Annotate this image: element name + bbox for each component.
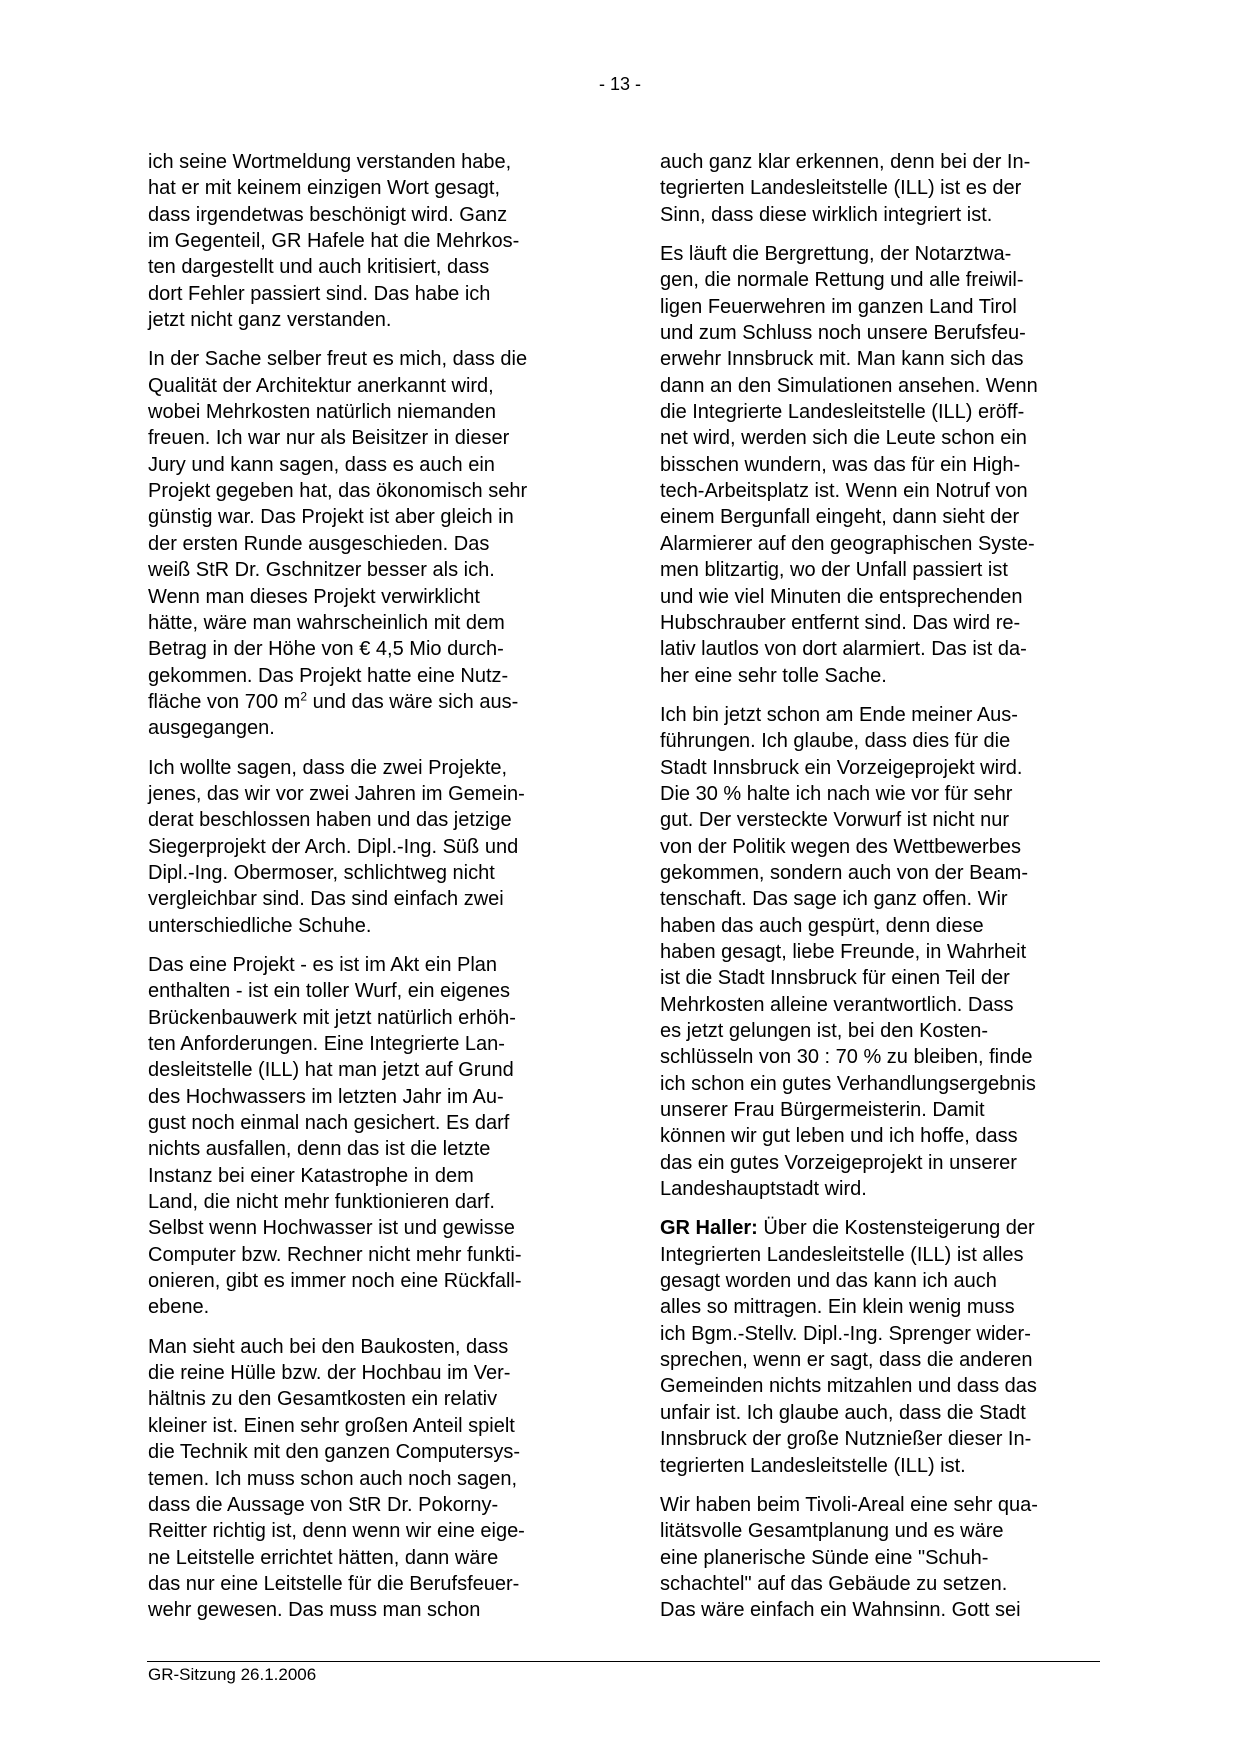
text-line: die reine Hülle bzw. der Hochbau im Ver-: [148, 1362, 511, 1385]
text-line: dass irgendetwas beschönigt wird. Ganz: [148, 203, 508, 226]
text-line: ich schon ein gutes Verhandlungsergebnis: [660, 1072, 1036, 1095]
text-line: sprechen, wenn er sagt, dass die anderen: [660, 1349, 1033, 1372]
text-line: Wenn man dieses Projekt verwirklicht: [148, 585, 480, 608]
text-line: ich seine Wortmeldung verstanden habe,: [148, 151, 512, 173]
text-line: ten dargestellt und auch kritisiert, dass: [148, 256, 490, 279]
text-line: erwehr Innsbruck mit. Man kann sich das: [660, 348, 1024, 371]
text-line: und wie viel Minuten die entsprechenden: [660, 585, 1023, 608]
text-line: desleitstelle (ILL) hat man jetzt auf Grund: [148, 1059, 514, 1082]
paragraph: [148, 346, 589, 741]
text-line: Ich bin jetzt schon am Ende meiner Aus-: [660, 703, 1018, 726]
text-line: Reitter richtig ist, denn wenn wir eine eige-: [148, 1520, 525, 1543]
text-line: net wird, werden sich die Leute schon ein: [660, 427, 1027, 450]
text-line: Ich wollte sagen, dass die zwei Projekte,: [148, 756, 508, 779]
text-line: lativ lautlos von dort alarmiert. Das ist da-: [660, 638, 1027, 661]
text-line: hat er mit keinem einzigen Wort gesagt,: [148, 177, 501, 200]
text-fragment: Über die Kostensteigerung der: [757, 1217, 1035, 1240]
text-line: Gemeinden nichts mitzahlen und dass das: [660, 1375, 1037, 1398]
right-column: [660, 149, 1101, 1637]
text-line: Siegerprojekt der Arch. Dipl.-Ing. Süß und: [148, 835, 519, 858]
paragraph: [660, 1492, 1101, 1624]
text-line: Innsbruck der große Nutznießer dieser In-: [660, 1428, 1032, 1451]
text-line: gesagt worden und das kann ich auch: [660, 1270, 997, 1293]
paragraph: [148, 755, 589, 939]
text-line: Brückenbauwerk mit jetzt natürlich erhöh-: [148, 1006, 516, 1029]
footer-text: GR-Sitzung 26.1.2006: [148, 1665, 317, 1684]
left-column: [148, 149, 589, 1637]
text-line: freuen. Ich war nur als Beisitzer in dieser: [148, 427, 510, 450]
text-line: ten Anforderungen. Eine Integrierte Lan-: [148, 1033, 505, 1055]
text-line: gekommen. Das Projekt hatte eine Nutz-: [148, 664, 509, 687]
text-line: gut. Der versteckte Vorwurf ist nicht nur: [660, 809, 1010, 832]
text-line: her eine sehr tolle Sache.: [660, 664, 887, 687]
text-line: Integrierten Landesleitstelle (ILL) ist alles: [660, 1243, 1024, 1266]
footer-divider: [147, 1661, 1100, 1662]
text-line: tegrierten Landesleitstelle (ILL) ist.: [660, 1454, 966, 1477]
text-line: führungen. Ich glaube, dass dies für die: [660, 730, 1011, 753]
text-line: tenschaft. Das sage ich ganz offen. Wir: [660, 888, 1008, 911]
text-line: derat beschlossen haben und das jetzige: [148, 809, 512, 832]
text-line: litätsvolle Gesamtplanung und es wäre: [660, 1520, 1004, 1543]
paragraph: [660, 702, 1101, 1203]
text-line: Instanz bei einer Katastrophe in dem: [148, 1164, 474, 1187]
text-line: das ein gutes Vorzeigeprojekt in unserer: [660, 1151, 1017, 1174]
text-line: onieren, gibt es immer noch eine Rückfall-: [148, 1270, 522, 1293]
text-line: Das eine Projekt - es ist im Akt ein Plan: [148, 953, 498, 976]
paragraph: [148, 1334, 589, 1624]
text-line: Das wäre einfach ein Wahnsinn. Gott sei: [660, 1599, 1021, 1622]
text-line: schlüsseln von 30 : 70 % zu bleiben, finde: [660, 1046, 1033, 1069]
text-line: gekommen, sondern auch von der Beam-: [660, 861, 1028, 884]
text-line: günstig war. Das Projekt ist aber gleich in: [148, 506, 514, 529]
text-line: In der Sache selber freut es mich, dass die: [148, 348, 528, 371]
text-line: Hubschrauber entfernt sind. Das wird re-: [660, 611, 1021, 634]
text-line: Die 30 % halte ich nach wie vor für sehr: [660, 782, 1013, 805]
text-line: von der Politik wegen des Wettbewerbes: [660, 835, 1021, 858]
text-line: dann an den Simulationen ansehen. Wenn: [660, 374, 1038, 397]
text-line: einem Bergunfall eingeht, dann sieht der: [660, 506, 1020, 529]
superscript: 2: [300, 689, 308, 704]
text-line: Sinn, dass diese wirklich integriert ist.: [660, 203, 993, 226]
text-line: weiß StR Dr. Gschnitzer besser als ich.: [148, 559, 495, 582]
text-line: hältnis zu den Gesamtkosten ein relativ: [148, 1388, 498, 1411]
text-line: kleiner ist. Einen sehr großen Anteil spielt: [148, 1414, 515, 1437]
text-line-with-speaker: [660, 1215, 1101, 1241]
text-line: Dipl.-Ing. Obermoser, schlichtweg nicht: [148, 861, 495, 884]
text-line: alles so mittragen. Ein klein wenig muss: [660, 1296, 1015, 1319]
text-line: der ersten Runde ausgeschieden. Das: [148, 532, 490, 555]
text-line: Wir haben beim Tivoli-Areal eine sehr qua-: [660, 1493, 1038, 1516]
text-line: haben gesagt, liebe Freunde, in Wahrheit: [660, 940, 1027, 963]
text-line: Computer bzw. Rechner nicht mehr funkti-: [148, 1243, 522, 1266]
text-line: wobei Mehrkosten natürlich niemanden: [148, 401, 496, 424]
text-line: haben das auch gespürt, denn diese: [660, 914, 984, 937]
text-line: ich Bgm.-Stellv. Dipl.-Ing. Sprenger wider-: [660, 1322, 1031, 1345]
text-line: können wir gut leben und ich hoffe, dass: [660, 1125, 1018, 1148]
paragraph: [660, 149, 1101, 228]
text-line: Projekt gegeben hat, das ökonomisch sehr: [148, 480, 528, 503]
text-line: dass die Aussage von StR Dr. Pokorny-: [148, 1493, 499, 1516]
text-fragment: und das wäre sich aus-: [307, 690, 519, 713]
text-line: vergleichbar sind. Das sind einfach zwei: [148, 888, 504, 911]
text-line: schachtel" auf das Gebäude zu setzen.: [660, 1572, 1008, 1595]
text-line: Es läuft die Bergrettung, der Notarztwa-: [660, 243, 1012, 266]
text-line: ebene.: [148, 1296, 210, 1319]
paragraph: [148, 149, 589, 333]
text-line: und zum Schluss noch unsere Berufsfeu-: [660, 322, 1026, 345]
text-line: Mehrkosten alleine verantwortlich. Dass: [660, 993, 1014, 1016]
text-line: unterschiedliche Schuhe.: [148, 914, 372, 937]
paragraph: [660, 241, 1101, 689]
text-line: tech-Arbeitsplatz ist. Wenn ein Notruf von: [660, 480, 1028, 503]
text-line: ligen Feuerwehren im ganzen Land Tirol: [660, 295, 1017, 318]
text-line: nichts ausfallen, denn das ist die letzte: [148, 1138, 491, 1161]
text-line-with-superscript: [148, 689, 589, 715]
text-line: es jetzt gelungen ist, bei den Kosten-: [660, 1020, 988, 1042]
text-line: Land, die nicht mehr funktionieren darf.: [148, 1191, 495, 1214]
text-line: men blitzartig, wo der Unfall passiert ist: [660, 559, 1008, 582]
text-line: hätte, wäre man wahrscheinlich mit dem: [148, 611, 505, 634]
text-line: bisschen wundern, was das für ein High-: [660, 453, 1021, 476]
text-line: enthalten - ist ein toller Wurf, ein eigenes: [148, 980, 511, 1003]
text-line: Selbst wenn Hochwasser ist und gewisse: [148, 1217, 515, 1240]
text-line: auch ganz klar erkennen, denn bei der In-: [660, 151, 1031, 173]
text-line: Jury und kann sagen, dass es auch ein: [148, 453, 495, 476]
text-line: jetzt nicht ganz verstanden.: [148, 309, 392, 332]
text-line: temen. Ich muss schon auch noch sagen,: [148, 1467, 518, 1490]
text-line: Qualität der Architektur anerkannt wird,: [148, 374, 494, 397]
text-line: Landeshauptstadt wird.: [660, 1178, 867, 1201]
text-line: ausgegangen.: [148, 717, 275, 740]
paragraph: [148, 952, 589, 1321]
text-line: unfair ist. Ich glaube auch, dass die Stadt: [660, 1401, 1026, 1424]
text-line: Betrag in der Höhe von € 4,5 Mio durch-: [148, 638, 504, 661]
text-line: die Technik mit den ganzen Computersys-: [148, 1441, 521, 1464]
text-line: unserer Frau Bürgermeisterin. Damit: [660, 1099, 985, 1122]
text-fragment: fläche von 700 m: [148, 690, 301, 713]
text-line: Stadt Innsbruck ein Vorzeigeprojekt wird.: [660, 756, 1023, 779]
text-line: des Hochwassers im letzten Jahr im Au-: [148, 1085, 504, 1108]
text-line: gen, die normale Rettung und alle freiwil-: [660, 269, 1024, 292]
paragraph: [660, 1215, 1101, 1478]
text-line: ist die Stadt Innsbruck für einen Teil der: [660, 967, 1010, 990]
text-line: die Integrierte Landesleitstelle (ILL) eröff-: [660, 401, 1025, 424]
text-line: dort Fehler passiert sind. Das habe ich: [148, 282, 491, 305]
text-line: das nur eine Leitstelle für die Berufsfeuer-: [148, 1572, 520, 1595]
text-line: eine planerische Sünde eine "Schuh-: [660, 1546, 989, 1569]
text-line: Alarmierer auf den geographischen Syste-: [660, 532, 1035, 555]
text-line: Man sieht auch bei den Baukosten, dass: [148, 1335, 509, 1358]
text-line: wehr gewesen. Das muss man schon: [148, 1599, 481, 1622]
text-line: tegrierten Landesleitstelle (ILL) ist es der: [660, 177, 1022, 200]
page-number: - 13 -: [598, 74, 641, 94]
text-line: im Gegenteil, GR Hafele hat die Mehrkos-: [148, 230, 520, 253]
text-line: gust noch einmal nach gesichert. Es darf: [148, 1112, 510, 1135]
text-line: ne Leitstelle errichtet hätten, dann wäre: [148, 1546, 499, 1569]
text-line: jenes, das wir vor zwei Jahren im Gemein-: [148, 782, 525, 805]
speaker-name: GR Haller:: [660, 1217, 758, 1240]
